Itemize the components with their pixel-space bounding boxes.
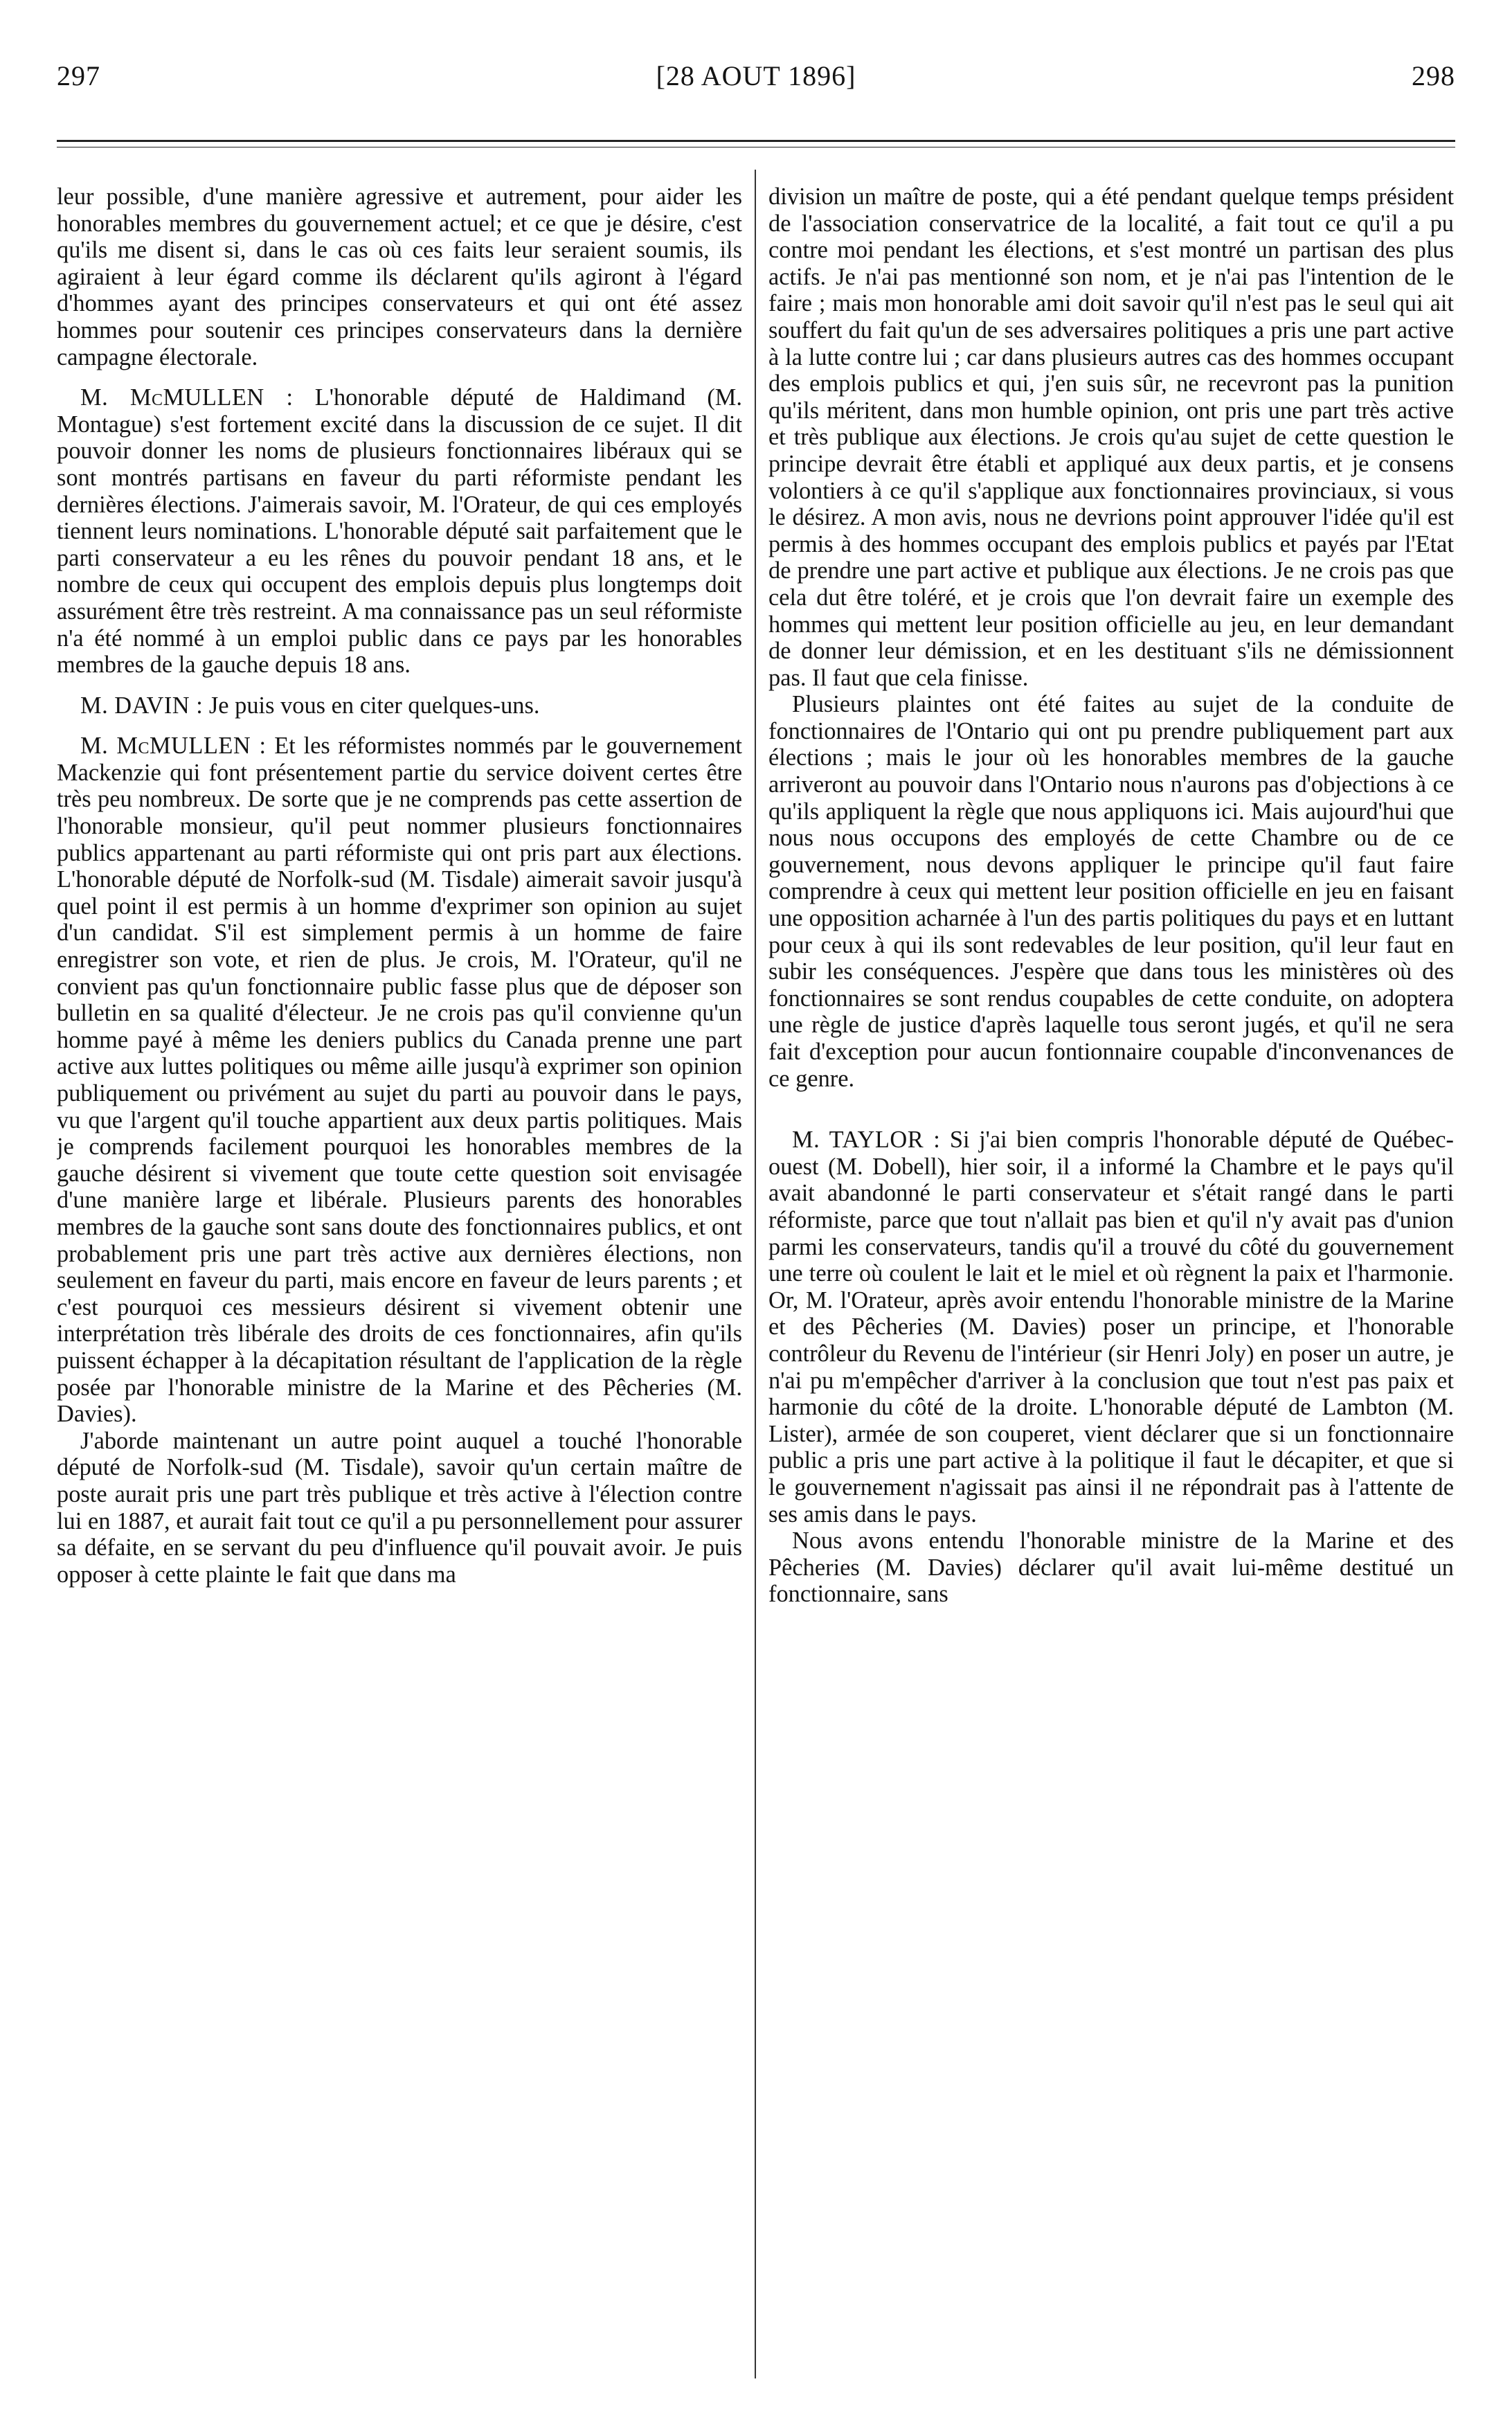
paragraph-text: Je puis vous en citer quelques-uns. [208, 692, 540, 719]
paragraph [768, 691, 1454, 1092]
paragraph-text: division un maître de poste, qui a été pendant quelque temps président de l'association conservatrice de la localité, a fait tout ce qu'il a pu contre moi pendant les élections, et s'est montré un partisan des plus actifs. Je n'ai pas mentionné son nom, et je n'ai pas l'intention de le faire ; mais mon honorable ami doit savoir qu'il n'est pas le seul qui ait souffert du fait qu'un de ses adversaires politiques a pris une part active à la lutte contre lui ; car dans plusieurs autres cas des hommes occupant des emplois publics et qui, j'en suis sûr, ne recevront pas la punition qu'ils méritent, dans mon humble opinion, ont pris une part très active et très publique aux élections. Je crois qu'au sujet de cette question le principe devrait être établi et appliqué aux deux partis, et je consens volontiers à ce qu'il s'applique aux fonctionnaires provinciaux, si vous le désirez. A mon avis, nous ne devrions point approuver l'idée qu'il est permis à des hommes occupant des emplois publics et payés par l'Etat de prendre une part active et publique aux élections. Je ne crois pas que cela dut être toléré, et je crois que l'on devrait faire un exemple des hommes qui mettent leur position officielle au jeu, en leur demandant de donner leur démission, et en les destituant s'ils ne démissionnent pas. Il faut que cela finisse. [768, 183, 1454, 691]
paragraph [768, 1127, 1454, 1527]
paragraph [57, 733, 742, 1427]
paragraph [768, 1527, 1454, 1608]
paragraph-text: Plusieurs plaintes ont été faites au sujet de la conduite de fonctionnaires de l'Ontario qui ont pu prendre publiquement part aux élections ; mais le jour où les honorables membres de la gauche arriveront au pouvoir dans l'Ontario nous n'aurons pas d'objections à ce qu'ils appliquent la règle que nous appliquons ici. Mais aujourd'hui que nous nous occupons des employés de cette Chambre ou de ce gouvernement, nous devons appliquer le principe qu'il faut faire comprendre à ceux qui mettent leur position officielle en jeu en faisant une opposition acharnée à l'un des partis politiques du pays et en luttant pour ceux à qui ils sont redevables de leur position, qu'il leur faut en subir les conséquences. J'espère que dans tous les ministères où des fonctionnaires se sont rendus coupables de cette conduite, on adoptera une règle de justice d'après laquelle tous seront jugés, et qu'il ne sera fait d'exception pour aucun fontionnaire coupable d'inconvenances de ce genre. [768, 691, 1454, 1092]
paragraph-text: Nous avons entendu l'honorable ministre de la Marine et des Pêcheries (M. Davies) déclarer qu'il avait lui-même destitué un fonctionnaire, sans [768, 1527, 1454, 1608]
page-header [57, 60, 1455, 112]
speaker-name: M. TAYLOR : [792, 1127, 941, 1154]
paragraph-text: Et les réformistes nommés par le gouvernement Mackenzie qui font présentement partie du service doivent certes être très peu nombreux. De sorte que je ne comprends pas cette assertion de l'honorable monsieur, qu'il peut nommer plusieurs fonctionnaires publics appartenant au parti réformiste qui ont pris part aux élections. L'honorable député de Norfolk-sud (M. Tisdale) aimerait savoir jusqu'à quel point il est permis à un homme d'exprimer son opinion au sujet d'un candidat. S'il est simplement permis à un homme de faire enregistrer son vote, et rien de plus. Je crois, M. l'Orateur, qu'il ne convient pas qu'un fonctionnaire public fasse plus que de déposer son bulletin en sa qualité d'électeur. Je ne crois pas qu'il convienne qu'un homme payé à même les deniers publics du Canada prenne une part active aux luttes politiques ou même aille jusqu'à exprimer son opinion publiquement ou privément au sujet du parti au pouvoir dans le pays, vu que l'argent qu'il touche appartient aux deux partis politiques. Mais je comprends facilement pourquoi les honorables membres de la gauche désirent si vivement que toute cette question soit envisagée d'une manière large et libérale. Plusieurs parents des honorables membres de la gauche sont sans doute des fonctionnaires publics, et ont probablement pris une part très active aux dernières élections, non seulement en faveur du parti, mais encore en faveur de leurs parents ; et c'est pourquoi ces messieurs désirent si vivement obtenir une interprétation très libérale des droits de ces fonctionnaires, afin qu'ils puissent échapper à la décapitation résultant de l'application de la règle posée par l'honorable ministre de la Marine et des Pêcheries (M. Davies). [57, 733, 742, 1428]
header-date: [28 AOUT 1896] [656, 60, 856, 91]
speaker-name: M. McMULLEN : [80, 733, 267, 760]
paragraph [57, 1428, 742, 1588]
speaker-name: M. McMULLEN : [80, 384, 294, 411]
paragraph-text: Si j'ai bien compris l'honorable député de Québec-ouest (M. Dobell), hier soir, il a informé la Chambre et le pays qu'il avait abandonné le parti conservateur et s'était rangé dans le parti réformiste, parce que tout n'allait pas bien et qu'il n'y avait pas d'union parmi les conservateurs, tandis qu'il a trouvé du côté du gouvernement une terre où coulent le lait et le miel et où règnent la paix et l'harmonie. Or, M. l'Orateur, après avoir entendu l'honorable ministre de la Marine et des Pêcheries (M. Davies) poser un principe, et l'honorable contrôleur du Revenu de l'intérieur (sir Henri Joly) en poser un autre, je n'ai pu m'empêcher d'arriver à la conclusion que tout n'est pas paix et harmonie du côté de la droite. L'honorable député de Lambton (M. Lister), armée de son couperet, vient déclarer que si un fonctionnaire public a pris une part active à la politique il faut le décapiter, et que si le gouvernement n'agissait pas ainsi il ne répondrait pas à l'attente de ses amis dans le pays. [768, 1127, 1454, 1527]
right-column [768, 183, 1454, 2378]
left-column [57, 183, 742, 2378]
column-divider [755, 170, 756, 2378]
paragraph [57, 183, 742, 370]
paragraph-text: L'honorable député de Haldimand (M. Montague) s'est fortement excité dans la discussion de ce sujet. Il dit pouvoir donner les noms de plusieurs fonctionnaires libéraux qui se sont montrés partisans en faveur du parti réformiste pendant les dernières élections. J'aimerais savoir, M. l'Orateur, de qui ces employés tiennent leurs nominations. L'honorable député sait parfaitement que le parti conservateur a eu les rênes du pouvoir pendant 18 ans, et le nombre de ceux qui occupent des emplois depuis plus longtemps doit assurément être très restreint. A ma connaissance pas un seul réformiste n'a été nommé à un emploi public dans ce pays par les honorables membres de la gauche depuis 18 ans. [57, 384, 742, 679]
page-number-right: 298 [1412, 60, 1455, 91]
header-rule-thick [57, 140, 1455, 142]
page-number-left: 297 [57, 60, 100, 91]
paragraph-text: leur possible, d'une manière agressive et autrement, pour aider les honorables membres du gouvernement actuel; et ce que je désire, c'est qu'ils me disent si, dans le cas où ces faits leur seraient soumis, ils agiraient à leur égard comme ils déclarent qu'ils agiront à l'égard d'hommes ayant des principes conservateurs et qui ont été assez hommes pour soutenir ces principes conservateurs dans la dernière campagne électorale. [57, 183, 742, 370]
paragraph [57, 384, 742, 679]
paragraph [768, 183, 1454, 691]
paragraph [57, 692, 742, 719]
speaker-name: M. DAVIN : [80, 692, 204, 719]
paragraph-text: J'aborde maintenant un autre point auquel a touché l'honorable député de Norfolk-sud (M. Tisdale), savoir qu'un certain maître de poste aurait pris une part très publique et très active à l'élection contre lui en 1887, et aurait fait tout ce qu'il a pu personnellement pour assurer sa défaite, en se servant du peu d'influence qu'il pouvait avoir. Je puis opposer à cette plainte le fait que dans ma [57, 1427, 742, 1588]
